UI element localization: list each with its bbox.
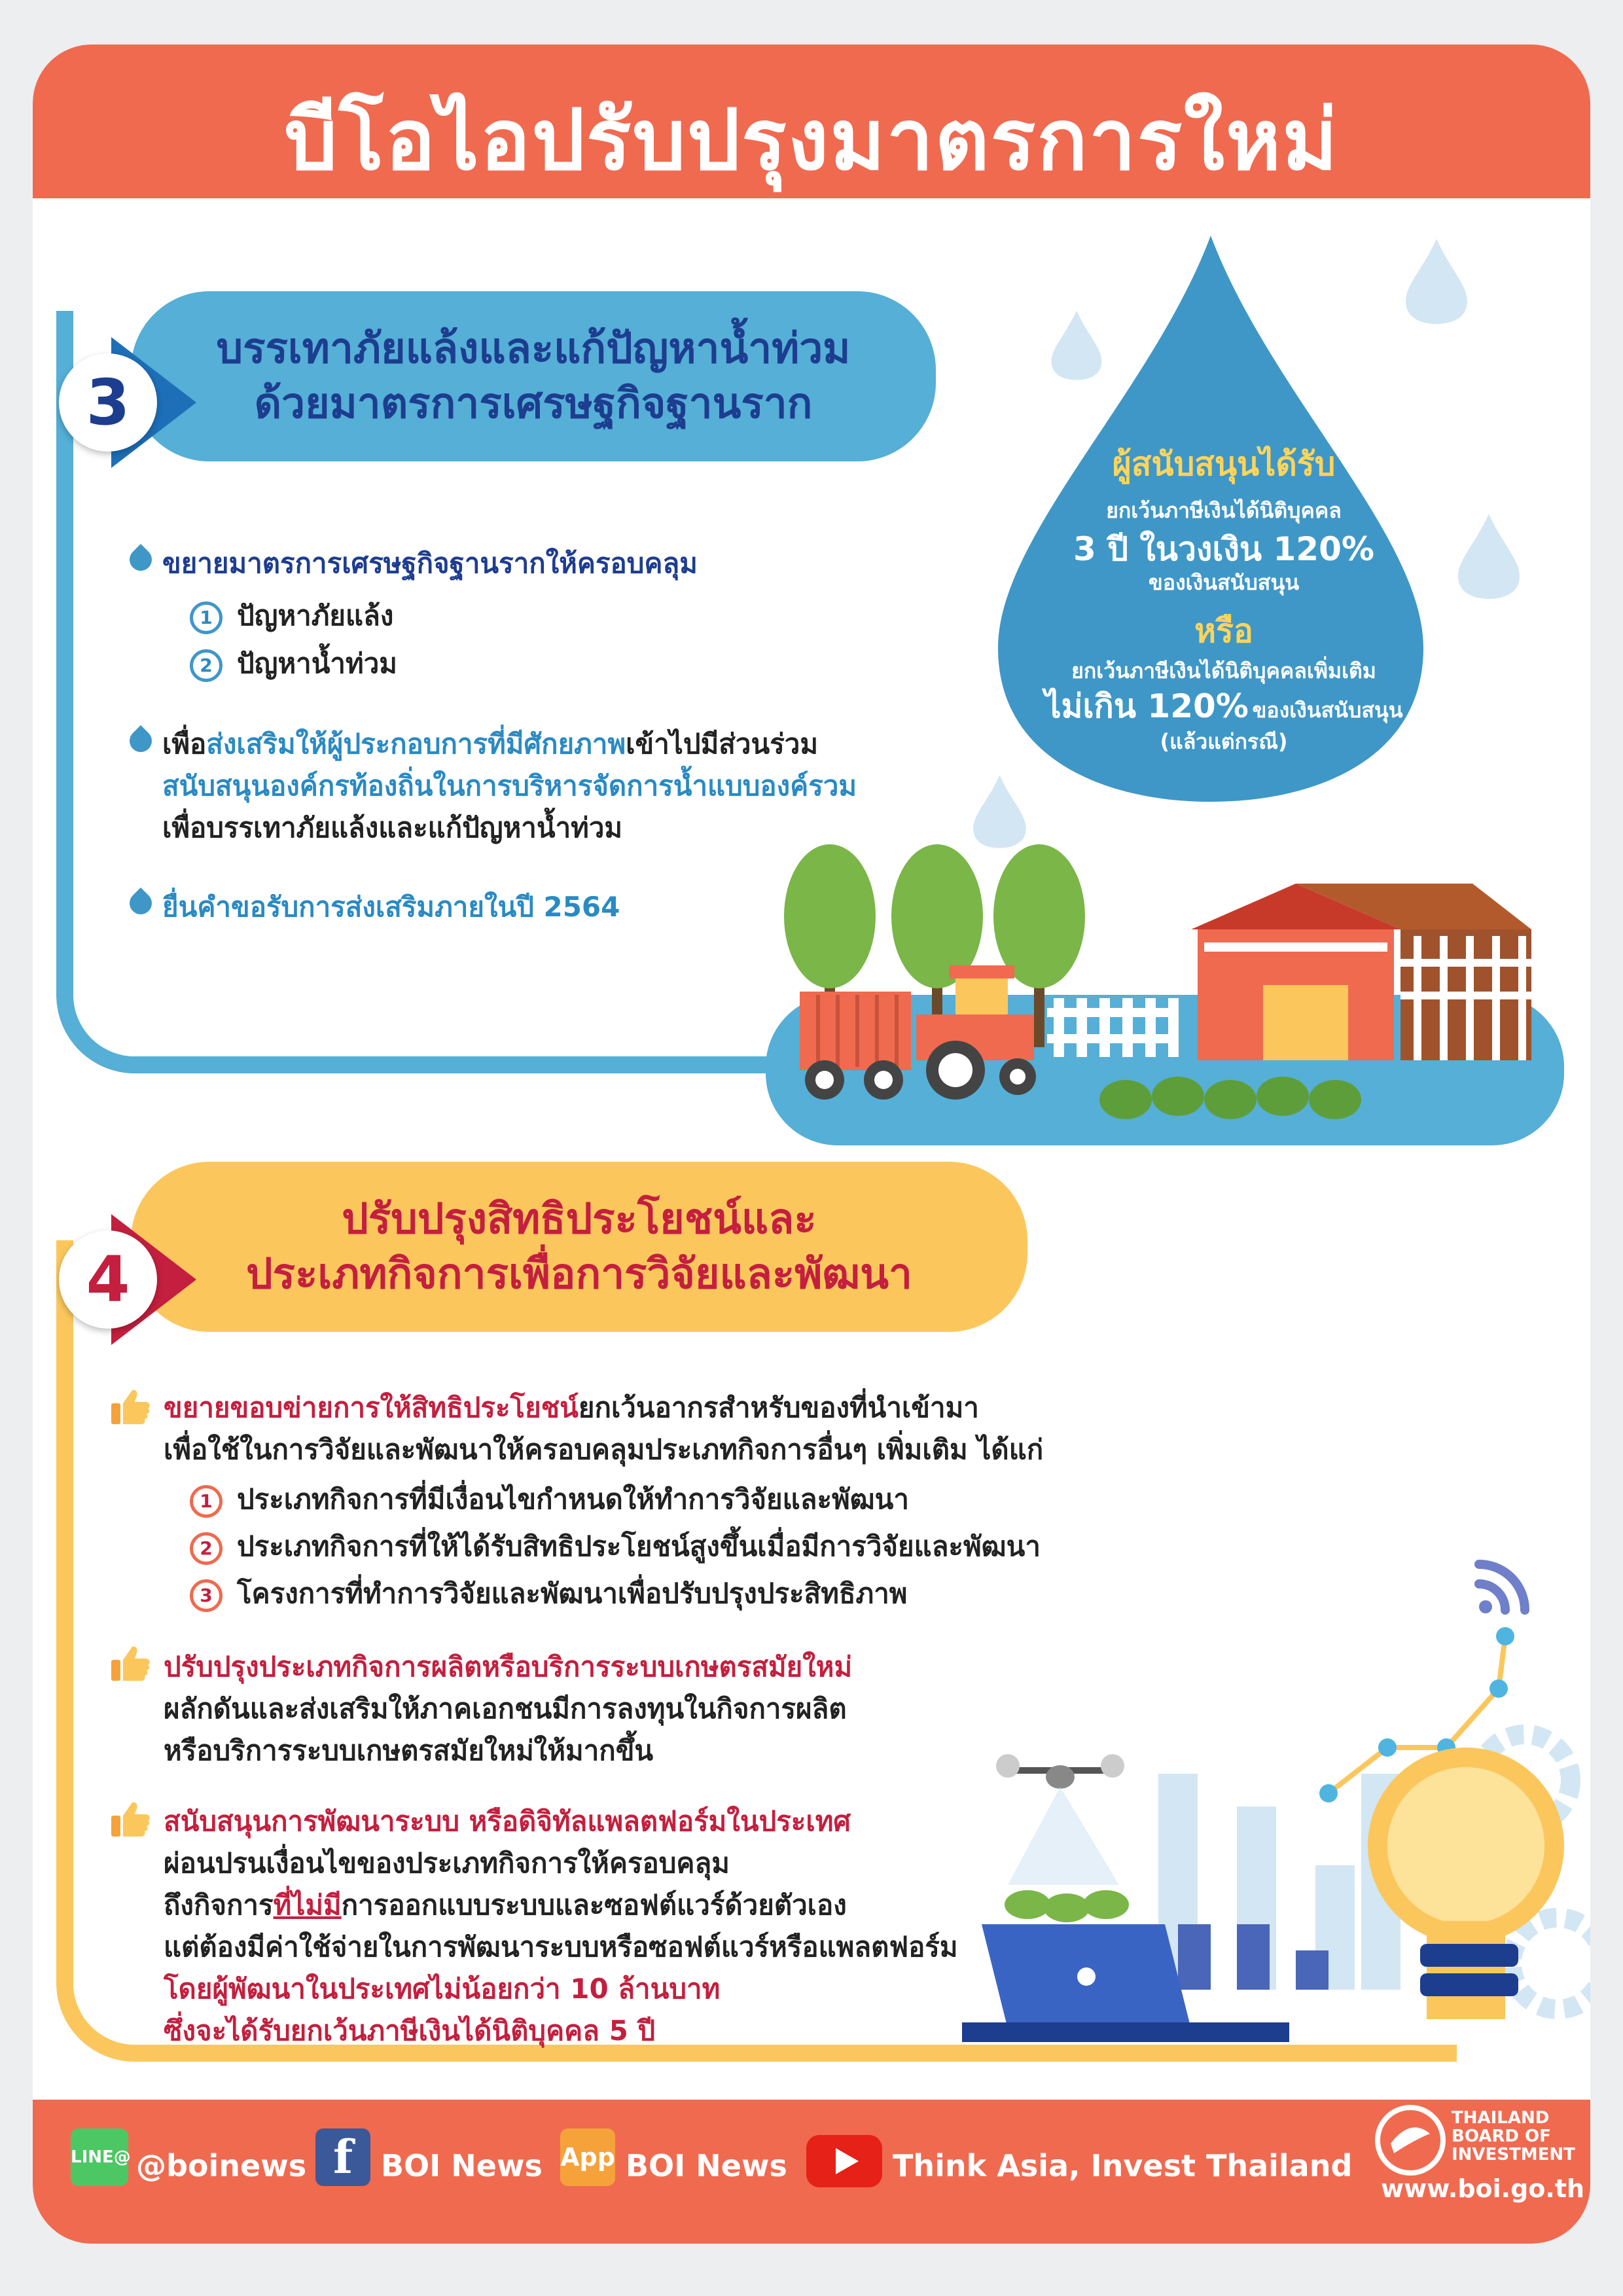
s4-bullet-2-line3: หรือบริการระบบเกษตรสมัยใหม่ให้มากขึ้น: [164, 1734, 654, 1767]
s3-bullet-1: ขยายมาตรการเศรษฐกิจฐานรากให้ครอบคลุม: [162, 547, 698, 579]
s4-sub-1-number: 1: [190, 1485, 223, 1518]
line-badge[interactable]: LINE@: [71, 2128, 128, 2186]
drop-line1: ยกเว้นภาษีเงินได้นิติบุคคล: [1106, 498, 1342, 523]
s3-bullet-2-a: เพื่อ: [162, 728, 207, 760]
s3-sub-1-text: ปัญหาภัยแล้ง: [237, 600, 394, 632]
s4-bullet-3: สนับสนุนการพัฒนาระบบ หรือดิจิทัลแพลตฟอร์มในประเทศ: [164, 1805, 851, 1837]
section3-heading: [131, 291, 936, 461]
s4-bullet-1-red: ขยายขอบข่ายการให้สิทธิประโยชน์: [164, 1391, 579, 1424]
s4-bullet-3-line3-c: การออกแบบระบบและซอฟต์แวร์ด้วยตัวเอง: [341, 1889, 847, 1921]
s3-sub-2-number: 2: [190, 649, 223, 682]
farm-illustration: [759, 844, 1571, 1145]
s4-bullet-1-line2: เพื่อใช้ในการวิจัยและพัฒนาให้ครอบคลุมประเภทกิจการอื่นๆ เพิ่มเติม ได้แก่: [164, 1433, 1044, 1465]
research-tech-illustration: [962, 1558, 1590, 2055]
drop-line4: ยกเว้นภาษีเงินได้นิติบุคคลเพิ่มเติม: [1071, 658, 1376, 683]
s3-sub-1-number: 1: [190, 601, 223, 634]
section3-heading-line1: บรรเทาภัยแล้งและแก้ปัญหาน้ำท่วม: [216, 325, 851, 373]
s4-bullet-3-line5: โดยผู้พัฒนาในประเทศไม่น้อยกว่า 10 ล้านบาท: [164, 1973, 721, 2005]
youtube-icon[interactable]: [806, 2135, 882, 2187]
s4-bullet-3-line4: แต่ต้องมีค่าใช้จ่ายในการพัฒนาระบบหรือซอฟต์แวร์หรือแพลตฟอร์ม: [164, 1931, 958, 1963]
s4-sub-1-text: ประเภทกิจการที่มีเงื่อนไขกำหนดให้ทำการวิจัยและพัฒนา: [237, 1483, 909, 1515]
s4-sub-2: [190, 1528, 1041, 1566]
section4-heading-line1: ปรับปรุงสิทธิประโยชน์และ: [342, 1195, 817, 1244]
app-badge[interactable]: App: [560, 2128, 615, 2186]
small-drop-icon: [1453, 511, 1525, 602]
s3-sub-2-text: ปัญหาน้ำท่วม: [237, 647, 397, 679]
s4-sub-2-text: ประเภทกิจการที่ให้ได้รับสิทธิประโยชน์สูงขึ้นเมื่อมีการวิจัยและพัฒนา: [237, 1530, 1041, 1562]
s4-bullet-3-line6: ซึ่งจะได้รับยกเว้นภาษีเงินได้นิติบุคคล 5 ปี: [164, 2015, 656, 2047]
s3-bullet-3: ยื่นคำขอรับการส่งเสริมภายในปี 2564: [162, 891, 620, 923]
s4-sub-3-number: 3: [190, 1579, 223, 1612]
facebook-icon[interactable]: f: [315, 2128, 370, 2186]
drop-or: หรือ: [1194, 612, 1253, 650]
drop-line5-b: ของเงินสนับสนุน: [1252, 698, 1403, 723]
section4-heading: [131, 1162, 1027, 1332]
s3-sub-2: [190, 645, 397, 683]
s4-bullet-3-line3-a: ถึงกิจการ: [164, 1889, 274, 1921]
drop-line3: ของเงินสนับสนุน: [1148, 570, 1300, 595]
s3-bullet-2-c: เข้าไปมีส่วนร่วม: [626, 728, 819, 760]
section3-heading-line2: ด้วยมาตรการเศรษฐกิจฐานราก: [254, 380, 813, 428]
drop-line2: 3 ปี ในวงเงิน 120%: [1073, 530, 1374, 568]
drop-line5-a: ไม่เกิน 120%: [1044, 687, 1249, 725]
s4-bullet-3-line3-b: ที่ไม่มี: [273, 1889, 342, 1921]
s3-bullet-2-b: ส่งเสริมให้ผู้ประกอบการที่มีศักยภาพ: [206, 728, 626, 760]
s4-bullet-1-rest: ยกเว้นอากรสำหรับของที่นำเข้ามา: [578, 1391, 979, 1424]
small-drop-icon: [1047, 308, 1106, 383]
facebook-name[interactable]: BOI News: [381, 2148, 543, 2183]
section4-heading-line2: ประเภทกิจการเพื่อการวิจัยและพัฒนา: [246, 1250, 912, 1299]
drop-title: ผู้สนับสนุนได้รับ: [1112, 445, 1336, 483]
drop-line6: (แล้วแต่กรณี): [1160, 729, 1288, 754]
s3-bullet-2-line2: สนับสนุนองค์กรท้องถิ่นในการบริหารจัดการน้ำแบบองค์รวม: [162, 770, 857, 802]
app-name[interactable]: BOI News: [626, 2148, 787, 2183]
section4-number: 4: [59, 1230, 157, 1329]
page-title: บีโอไอปรับปรุงมาตรการใหม่: [284, 92, 1339, 189]
small-drop-icon: [1400, 236, 1472, 327]
s4-bullet-1: [164, 1388, 979, 1428]
header-banner: [33, 45, 1590, 198]
thumbs-up-icon: [110, 1388, 151, 1426]
boi-logo-line1: THAILAND: [1452, 2108, 1550, 2128]
s4-bullet-2-line2: ผลักดันและส่งเสริมให้ภาคเอกชนมีการลงทุนในกิจการผลิต: [164, 1693, 847, 1725]
s4-bullet-3-line3: [164, 1885, 847, 1926]
thumbs-up-icon: [110, 1800, 151, 1838]
boi-logo-text: [1452, 2109, 1575, 2164]
line-handle[interactable]: @boinews: [136, 2148, 307, 2183]
s4-bullet-2: ปรับปรุงประเภทกิจการผลิตหรือบริการระบบเกษตรสมัยใหม่: [164, 1651, 853, 1683]
section3-number: 3: [59, 353, 157, 452]
s4-sub-3: [190, 1575, 907, 1613]
s3-bullet-2-line3: เพื่อบรรเทาภัยแล้งและแก้ปัญหาน้ำท่วม: [162, 812, 623, 844]
s4-sub-2-number: 2: [190, 1532, 223, 1565]
s4-sub-1: [190, 1480, 909, 1518]
thumbs-up-icon: [110, 1644, 151, 1682]
s3-sub-1: [190, 597, 393, 635]
boi-logo-line3: INVESTMENT: [1452, 2145, 1575, 2164]
website-link[interactable]: www.boi.go.th: [1381, 2174, 1585, 2203]
s4-bullet-3-line2: ผ่อนปรนเงื่อนไขของประเภทกิจการให้ครอบคลุม: [164, 1847, 730, 1879]
s3-bullet-2: [162, 724, 818, 764]
small-drop-icon: [969, 772, 1031, 851]
s4-sub-3-text: โครงการที่ทำการวิจัยและพัฒนาเพื่อปรับปรุงประสิทธิภาพ: [237, 1577, 908, 1609]
boi-logo-icon: [1374, 2104, 1446, 2176]
youtube-slogan[interactable]: Think Asia, Invest Thailand: [893, 2148, 1353, 2183]
boi-logo-line2: BOARD OF: [1452, 2126, 1551, 2146]
